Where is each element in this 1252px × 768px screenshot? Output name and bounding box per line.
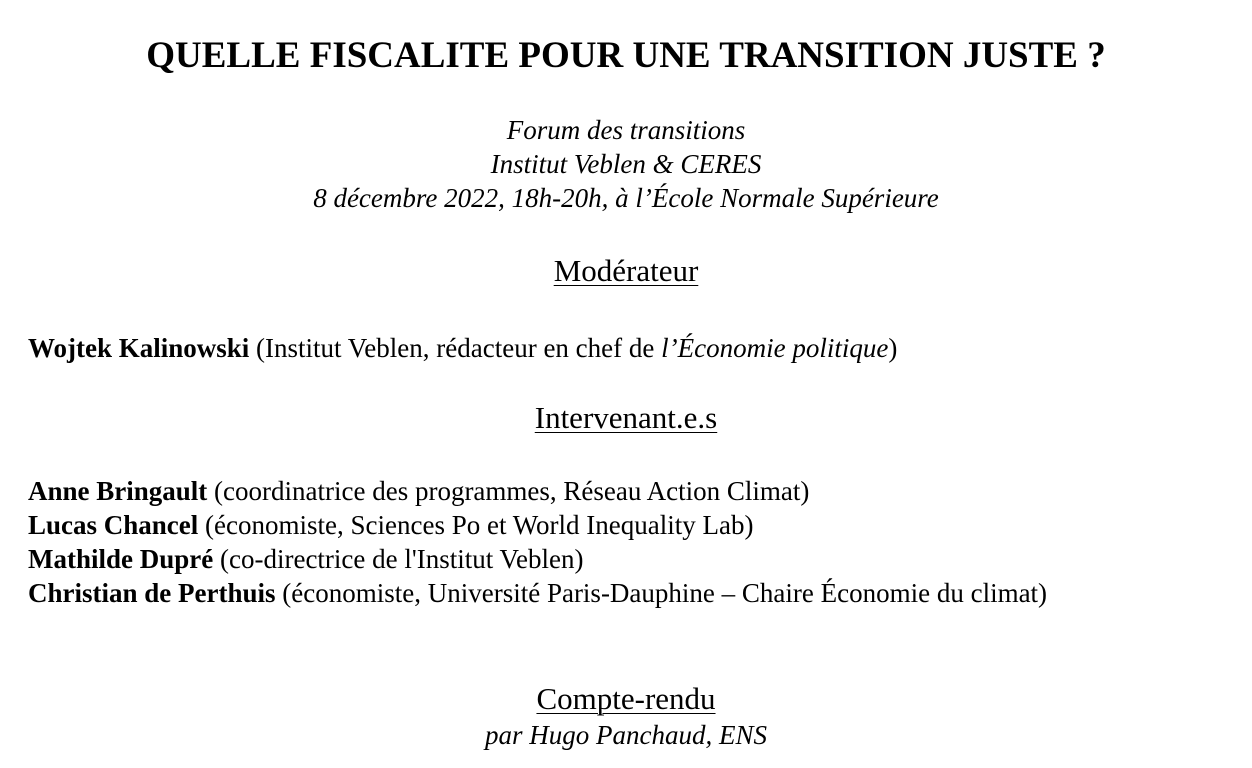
event-date-place: 8 décembre 2022, 18h-20h, à l’École Normale Supérieure (313, 183, 939, 213)
speaker-name: Christian de Perthuis (28, 578, 276, 608)
speaker-detail: (économiste, Sciences Po et World Inequality Lab) (198, 510, 754, 540)
speaker-entry-lucas-chancel (28, 508, 1228, 542)
moderator-list (28, 331, 1228, 365)
speakers-list (28, 474, 1228, 610)
moderator-entry (28, 331, 1228, 365)
event-forum: Forum des transitions (506, 115, 746, 145)
speaker-name: Anne Bringault (28, 476, 208, 506)
speakers-heading (0, 399, 1252, 437)
event-organizers: Institut Veblen & CERES (490, 149, 762, 179)
moderator-journal: l’Économie politique (661, 333, 889, 363)
speaker-name: Mathilde Dupré (28, 544, 214, 574)
speaker-detail: (économiste, Université Paris-Dauphine – Chaire Économie du climat) (275, 578, 1048, 608)
document-title: QUELLE FISCALITE POUR UNE TRANSITION JUSTE ? (146, 35, 1106, 76)
speaker-entry-christian-de-perthuis (28, 576, 1228, 610)
speakers-heading-text: Intervenant.e.s (534, 400, 718, 435)
moderator-heading (0, 252, 1252, 290)
event-info (0, 113, 1252, 215)
report-heading-text: Compte-rendu (536, 681, 716, 716)
moderator-heading-text: Modérateur (553, 253, 699, 288)
report-author: par Hugo Panchaud, ENS (485, 720, 767, 750)
speaker-name: Lucas Chancel (28, 510, 199, 540)
moderator-detail-open: (Institut Veblen, rédacteur en chef de (249, 333, 662, 363)
speaker-entry-mathilde-dupre (28, 542, 1228, 576)
speaker-detail: (co-directrice de l'Institut Veblen) (213, 544, 584, 574)
speaker-detail: (coordinatrice des programmes, Réseau Action Climat) (207, 476, 810, 506)
moderator-name: Wojtek Kalinowski (28, 333, 250, 363)
report-heading (0, 680, 1252, 718)
moderator-detail-close: ) (888, 333, 898, 363)
speaker-entry-anne-bringault (28, 474, 1228, 508)
